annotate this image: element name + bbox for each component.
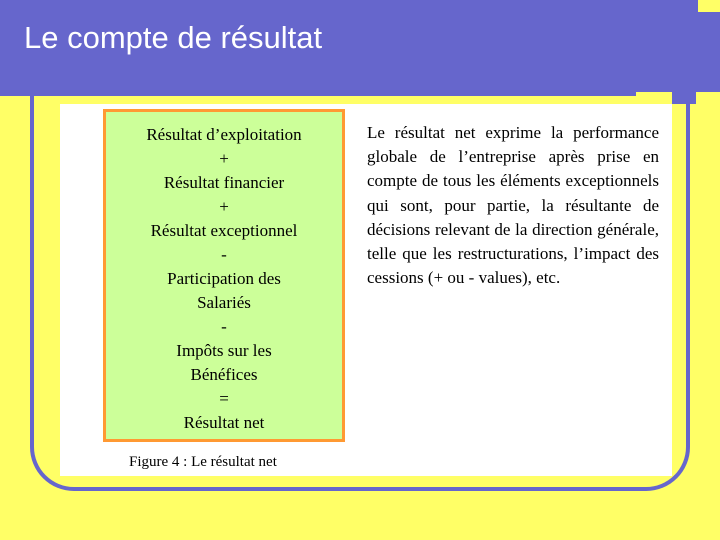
formula-line-minus: - (221, 245, 227, 264)
formula-line-employee-participation-cont: Salariés (197, 293, 251, 312)
figure-caption: Figure 4 : Le résultat net (129, 454, 277, 470)
formula-line-equals: = (219, 389, 229, 408)
formula-line-profit-tax-cont: Bénéfices (190, 365, 258, 384)
formula-line-operating-result: Résultat d’exploitation (146, 125, 302, 144)
formula-line-plus: + (219, 197, 229, 216)
content-panel (60, 104, 672, 476)
formula-line-minus: - (221, 317, 227, 336)
formula-line-financial-result: Résultat financier (163, 173, 285, 192)
formula-line-employee-participation: Participation des (167, 269, 281, 288)
slide-title: Le compte de résultat (24, 20, 323, 55)
formula-line-net-result: Résultat net (183, 413, 265, 432)
formula-line-plus: + (219, 149, 229, 168)
title-bar-corner-notch (698, 0, 720, 12)
title-bar (0, 0, 720, 92)
formula-line-profit-tax: Impôts sur les (176, 341, 272, 360)
formula-line-exceptional-result: Résultat exceptionnel (150, 221, 298, 240)
description-paragraph: Le résultat net exprime la performance globale de l’entreprise après prise en compte de tous les éléments exceptionnels qui sont, pour partie, la résultante de décisions relevant de la direction générale, telle que les restructurations, l’impact des cessions (+ ou - values), etc. (367, 123, 659, 288)
formula-box (103, 109, 345, 442)
